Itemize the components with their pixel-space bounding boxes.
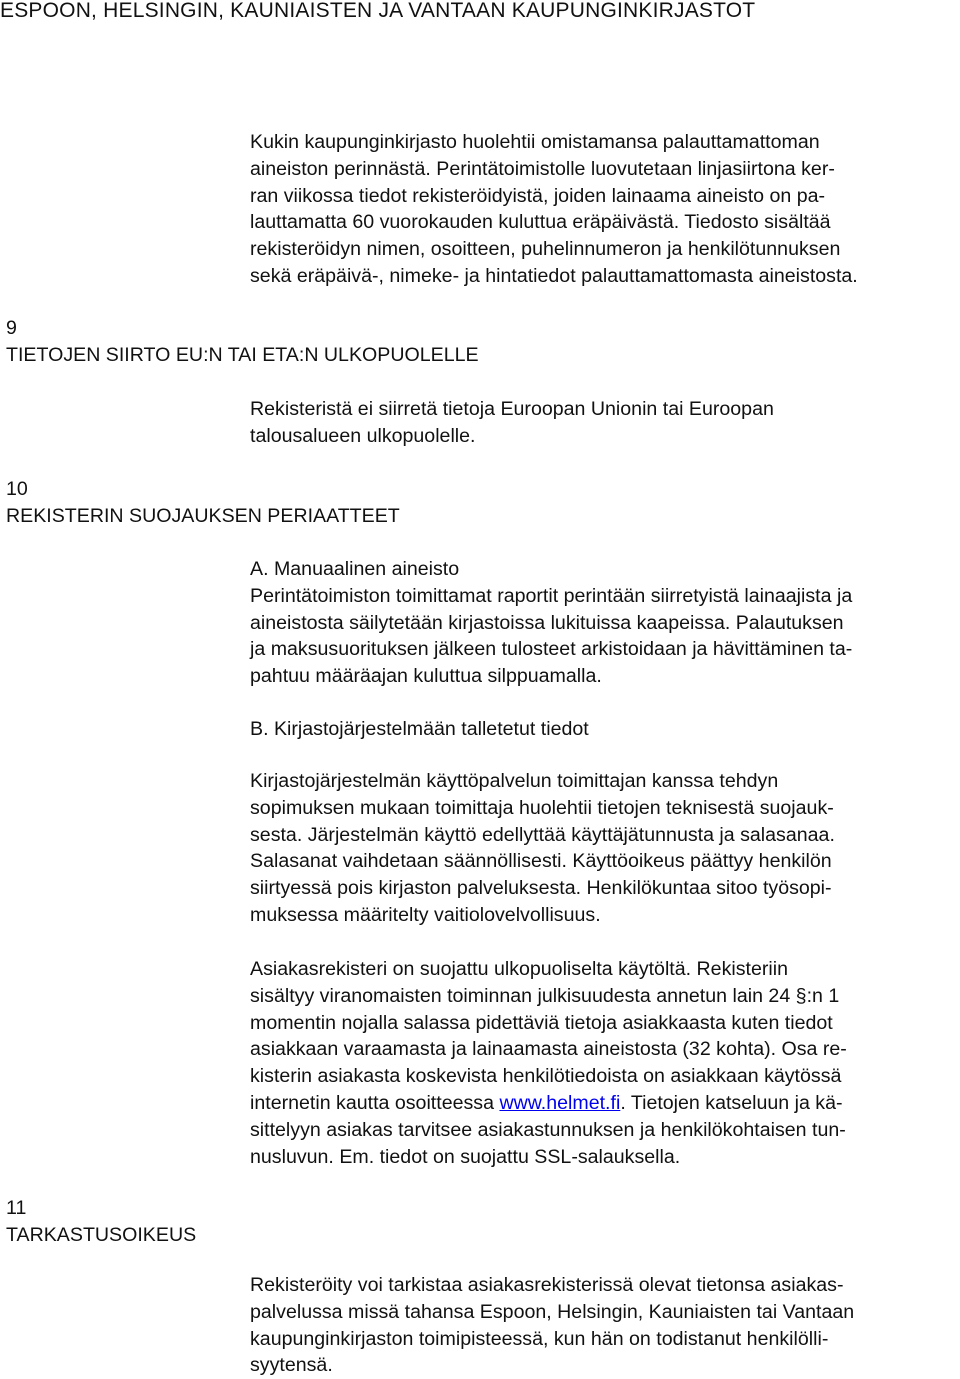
section-title: TIETOJEN SIIRTO EU:N TAI ETA:N ULKOPUOLELLE [6, 343, 479, 366]
text-line: aineiston perinnästä. Perintätoimistolle luovutetaan linjasiirtona ker- [250, 157, 835, 180]
section-10-heading [6, 476, 400, 530]
section-11-paragraph [250, 1272, 960, 1379]
helmet-link[interactable]: www.helmet.fi [499, 1091, 621, 1114]
link-prefix: internetin kautta osoitteessa [250, 1091, 500, 1114]
text-line: asiakkaan varaamasta ja lainaamasta aineistosta (32 kohta). Osa re- [250, 1038, 847, 1061]
section-number: 9 [6, 317, 17, 339]
section-11-heading [6, 1195, 196, 1249]
text-line: syytensä. [250, 1354, 333, 1377]
section-title: TARKASTUSOIKEUS [6, 1223, 197, 1246]
intro-paragraph [250, 129, 960, 290]
text-line: momentin nojalla salassa pidettäviä tietoja asiakkaasta kuten tiedot [250, 1011, 833, 1034]
text-line: ran viikossa tiedot rekisteröidyistä, joiden lainaama aineisto on pa- [250, 184, 826, 207]
text-line: sisältyy viranomaisten toiminnan julkisuudesta annetun lain 24 §:n 1 [250, 984, 840, 1007]
text-line: pahtuu määräajan kuluttua silppuamalla. [250, 665, 602, 688]
section-number: 11 [6, 1197, 27, 1219]
text-line: rekisteröidyn nimen, osoitteen, puhelinnumeron ja henkilötunnuksen [250, 238, 841, 261]
text-line: Kirjastojärjestelmän käyttöpalvelun toimittajan kanssa tehdyn [250, 770, 779, 792]
section-10-part-b-title [250, 716, 960, 743]
section-10-part-c [250, 956, 960, 1170]
text-line: nusluvun. Em. tiedot on suojattu SSL-salauksella. [250, 1145, 681, 1168]
text-line: sittelyyn asiakas tarvitsee asiakastunnuksen ja henkilökohtaisen tun- [250, 1118, 846, 1141]
text-line: B. Kirjastojärjestelmään talletetut tiedot [250, 718, 589, 740]
section-title: REKISTERIN SUOJAUKSEN PERIAATTEET [6, 504, 400, 527]
text-line: Rekisteröity voi tarkistaa asiakasrekisterissä olevat tietonsa asiakas- [250, 1274, 844, 1296]
text-line: Salasanat vaihdetaan säännöllisesti. Käyttöoikeus päättyy henkilön [250, 850, 832, 873]
text-line: palvelussa missä tahansa Espoon, Helsingin, Kauniaisten tai Vantaan [250, 1300, 855, 1323]
text-line: sesta. Järjestelmän käyttö edellyttää käyttäjätunnusta ja salasanaa. [250, 823, 835, 846]
link-suffix: . Tietojen katseluun ja kä- [620, 1091, 843, 1114]
page-header: ESPOON, HELSINGIN, KAUNIAISTEN JA VANTAAN KAUPUNGINKIRJASTOT [0, 0, 756, 22]
text-line: aineistosta säilytetään kirjastoissa lukituissa kaapeissa. Palautuksen [250, 611, 844, 634]
section-9-paragraph [250, 396, 960, 450]
text-line: Kukin kaupunginkirjasto huolehtii omistamansa palauttamattoman [250, 131, 820, 153]
text-line: A. Manuaalinen aineisto [250, 558, 460, 580]
section-9-heading [6, 315, 479, 369]
text-line: Perintätoimiston toimittamat raportit perintään siirretyistä lainaajista ja [250, 584, 853, 607]
text-line: Asiakasrekisteri on suojattu ulkopuoliselta käytöltä. Rekisteriin [250, 958, 788, 980]
section-10-part-a [250, 556, 960, 690]
section-10-part-b [250, 768, 960, 929]
text-line: siirtyessä pois kirjaston palveluksesta. Henkilökuntaa sitoo työsopi- [250, 877, 832, 900]
text-line: ja maksusuorituksen jälkeen tulosteet arkistoidaan ja hävittäminen ta- [250, 638, 853, 661]
text-line: sekä eräpäivä-, nimeke- ja hintatiedot palauttamattomasta aineistosta. [250, 264, 858, 287]
text-line: lauttamatta 60 vuorokauden kuluttua eräpäivästä. Tiedosto sisältää [250, 211, 831, 234]
text-line: muksessa määritelty vaitiolovelvollisuus. [250, 903, 601, 926]
text-line: talousalueen ulkopuolelle. [250, 424, 476, 447]
text-line: kaupunginkirjaston toimipisteessä, kun hän on todistanut henkilölli- [250, 1327, 829, 1350]
section-number: 10 [6, 478, 28, 500]
text-line: kisterin asiakasta koskevista henkilötiedoista on asiakkaan käytössä [250, 1065, 842, 1088]
text-line: sopimuksen mukaan toimittaja huolehtii tietojen teknisestä suojauk- [250, 796, 834, 819]
text-line-with-link [250, 1090, 960, 1117]
text-line: Rekisteristä ei siirretä tietoja Euroopan Unionin tai Euroopan [250, 398, 774, 420]
